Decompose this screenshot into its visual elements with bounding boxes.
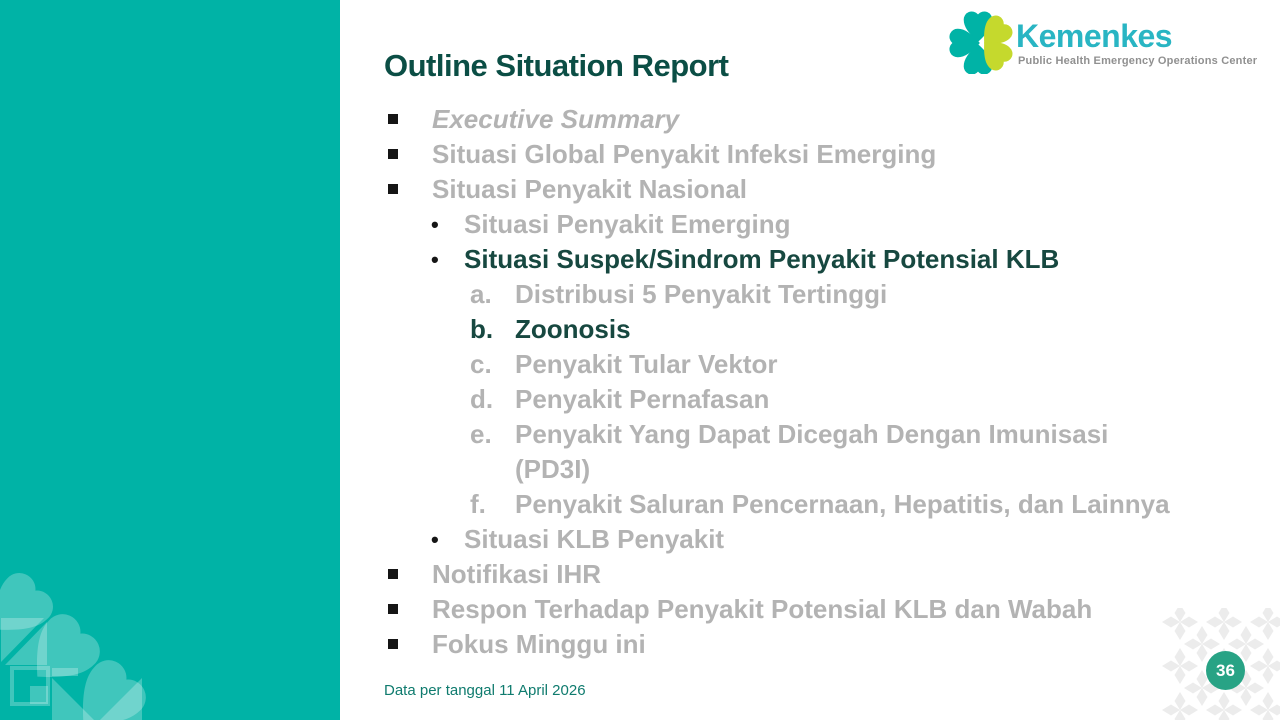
dot-bullet-icon: • [431,247,439,272]
outline-item [470,277,1250,312]
outline-item [470,312,1250,347]
outline-item-label: Respon Terhadap Penyakit Potensial KLB dan Wabah [432,594,1093,624]
outline-item [384,102,1250,137]
dot-bullet-icon: • [431,212,439,237]
letter-marker: b. [470,314,494,344]
outline-item-label: Zoonosis [515,314,631,344]
square-bullet-icon [388,639,398,649]
footer-date: Data per tanggal 11 April 2026 [384,682,586,699]
outline-item-label: Executive Summary [432,104,680,134]
outline-item [470,347,1250,382]
kemenkes-logo [948,8,1278,74]
letter-marker: c. [470,349,492,379]
slide-title: Outline Situation Report [384,48,729,83]
outline-list [384,102,1250,662]
outline-item [384,557,1250,592]
outline-item-label: Fokus Minggu ini [432,629,646,659]
letter-marker: a. [470,279,492,309]
dot-bullet-icon: • [431,527,439,552]
outline-item [384,592,1250,627]
outline-item [384,172,1250,207]
outline-item-label: Penyakit Yang Dapat Dicegah Dengan Imunisasi (PD3I) [515,419,1109,484]
letter-marker: e. [470,419,492,449]
outline-item [470,382,1250,417]
outline-item-label: Situasi Penyakit Nasional [432,174,748,204]
outline-item-label: Distribusi 5 Penyakit Tertinggi [515,279,888,309]
square-bullet-icon [388,114,398,124]
kemenkes-clover-icon [948,10,1014,74]
outline-item [384,137,1250,172]
outline-item [431,242,1250,277]
kemenkes-subtitle: Public Health Emergency Operations Center [1018,55,1258,67]
outline-item-label: Penyakit Tular Vektor [515,349,778,379]
page-number: 36 [1216,660,1235,680]
band-clover-pattern-decoration [0,552,200,720]
outline-item-label: Penyakit Saluran Pencernaan, Hepatitis, dan Lainnya [515,489,1170,519]
outline-item [470,487,1250,522]
outline-item-label: Situasi Suspek/Sindrom Penyakit Potensial KLB [464,244,1060,274]
outline-item-label: Penyakit Pernafasan [515,384,770,414]
square-bullet-icon [388,569,398,579]
outline-item [431,207,1250,242]
outline-item [384,627,1250,662]
outline-item-label: Notifikasi IHR [432,559,602,589]
letter-marker: f. [470,489,486,519]
outline-item-label: Situasi KLB Penyakit [464,524,725,554]
page-number-badge [1206,651,1245,690]
kemenkes-wordmark: Kemenkes [1016,18,1173,54]
letter-marker: d. [470,384,494,414]
outline-item [431,522,1250,557]
square-bullet-icon [388,149,398,159]
square-bullet-icon [388,184,398,194]
outline-item [470,417,1250,487]
square-bullet-icon [388,604,398,614]
left-accent-band [0,0,340,720]
outline-item-label: Situasi Penyakit Emerging [464,209,791,239]
outline-item-label: Situasi Global Penyakit Infeksi Emerging [432,139,937,169]
